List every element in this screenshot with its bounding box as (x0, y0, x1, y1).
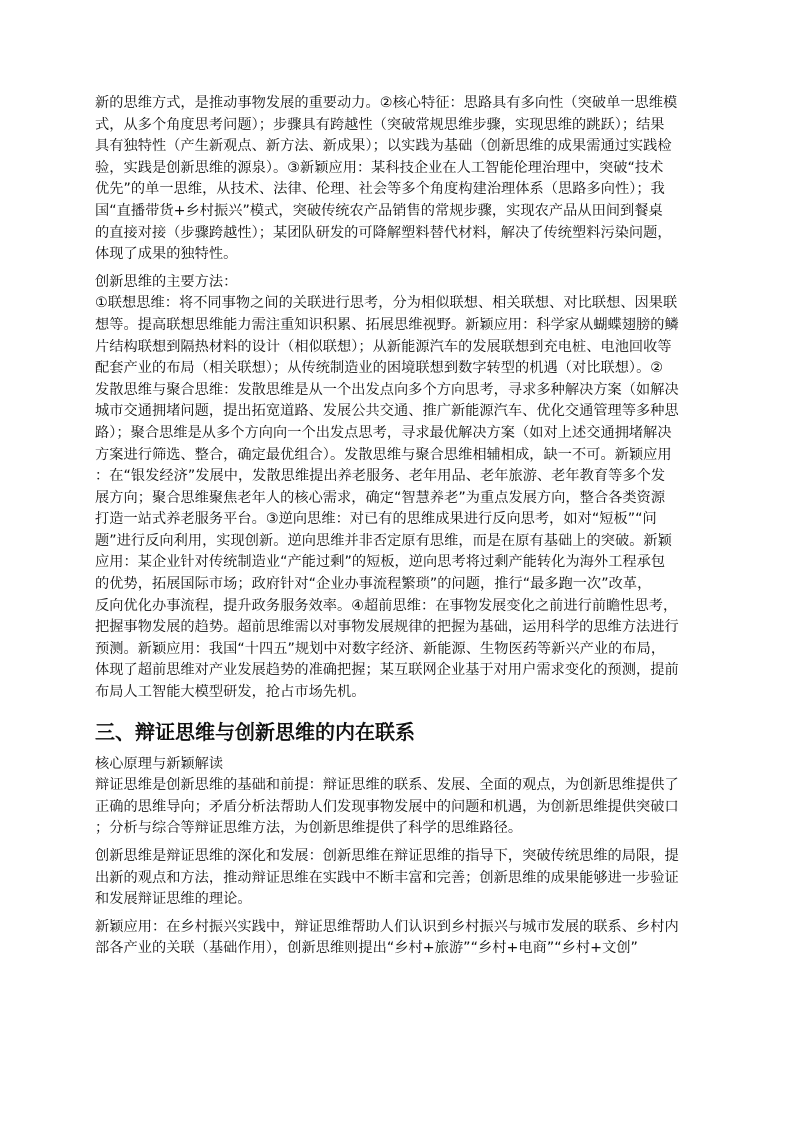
text-line: 配套产业的布局（相关联想）；从传统制造业的困境联想到数字转型的机遇（对比联想）。② (95, 360, 664, 377)
text-line: 的直接对接（步骤跨越性）；某团队研发的可降解塑料替代材料，解决了传统塑料污染问题， (95, 224, 672, 241)
text-line: 路）；聚合思维是从多个方向向一个出发点思考，寻求最优解决方案（如对上述交通拥堵解决 (95, 424, 672, 441)
text-line: 的优势，拓展国际市场；政府针对“企业办事流程繁琐”的问题，推行“最多跑一次”改革， (95, 576, 652, 593)
text-line: 题”进行反向利用，实现创新。逆向思维并非否定原有思维，而是在原有基础上的突破。新颖 (95, 532, 672, 549)
text-line: 正确的思维导向；矛盾分析法帮助人们发现事物发展中的问题和机遇，为创新思维提供突破口 (95, 798, 679, 815)
text-line: ；分析与综合等辩证思维方法，为创新思维提供了科学的思维路径。 (95, 820, 523, 837)
paragraph (95, 754, 701, 840)
text-line: 和发展辩证思维的理论。 (95, 891, 252, 908)
body-text-top (95, 93, 701, 704)
text-line: 创新思维是辩证思维的深化和发展：创新思维在辩证思维的指导下，突破传统思维的局限，提 (95, 848, 679, 864)
text-line: 核心原理与新颖解读 (95, 755, 224, 772)
text-line: 新颖应用：在乡村振兴实践中，辩证思维帮助人们认识到乡村振兴与城市发展的联系、乡村内 (95, 918, 679, 935)
paragraph (95, 846, 701, 911)
text-line: 部各产业的关联（基础作用），创新思维则提出“乡村+旅游”“乡村+电商”“乡村+文创” (95, 940, 638, 957)
text-line: 方案进行筛选、整合，确定最优组合）。发散思维与聚合思维相辅相成，缺一不可。新颖应用 (95, 446, 672, 463)
paragraph (95, 917, 701, 960)
text-line: 片结构联想到隔热材料的设计（相似联想）；从新能源汽车的发展联想到充电桩、电池回收等 (95, 338, 672, 355)
text-line: 式，从多个角度思考问题）；步骤具有跨越性（突破常规思维步骤，实现思维的跳跃）；结果 (95, 116, 665, 133)
text-line: 创新思维的主要方法： (95, 273, 238, 290)
text-line: 国“直播带货+乡村振兴”模式，突破传统农产品销售的常规步骤，实现农产品从田间到餐桌 (95, 202, 663, 219)
text-line: 验，实践是创新思维的源泉）。③新颖应用：某科技企业在人工智能伦理治理中，突破“技术 (95, 159, 664, 176)
text-line: 打造一站式养老服务平台。③逆向思维：对已有的思维成果进行反向思考，如对“短板”“问 (95, 511, 657, 528)
text-line: 预测。新颖应用：我国“十四五”规划中对数字经济、新能源、生物医药等新兴产业的布局， (95, 640, 666, 657)
text-line: 体现了超前思维对产业发展趋势的准确把握；某互联网企业基于对用户需求变化的预测，提前 (95, 662, 679, 679)
text-line: 辩证思维是创新思维的基础和前提：辩证思维的联系、发展、全面的观点，为创新思维提供了 (95, 777, 679, 794)
text-line: 城市交通拥堵问题，提出拓宽道路、发展公共交通、推广新能源汽车、优化交通管理等多种思 (95, 403, 679, 420)
text-line: 具有独特性（产生新观点、新方法、新成果）；以实践为基础（创新思维的成果需通过实践检 (95, 138, 672, 155)
text-line: 展方向；聚合思维聚焦老年人的核心需求，确定“智慧养老”为重点发展方向，整合各类资源 (95, 489, 666, 506)
text-line: 反向优化办事流程，提升政务服务效率。④超前思维：在事物发展变化之前进行前瞻性思考， (95, 597, 678, 614)
text-line: 应用：某企业针对传统制造业“产能过剩”的短板，逆向思考将过剩产能转化为海外工程承包 (95, 554, 666, 571)
text-line: 想等。提高联想思维能力需注重知识积累、拓展思维视野。新颖应用：科学家从蝴蝶翅膀的鳞 (95, 316, 679, 333)
text-line: 把握事物发展的趋势。超前思维需以对事物发展规律的把握为基础，运用科学的思维方法进行 (95, 619, 679, 636)
text-line: 优先”的单一思维，从技术、法律、伦理、社会等多个角度构建治理体系（思路多向性）；我 (95, 181, 665, 198)
paragraph (95, 93, 701, 266)
text-line: ①联想思维：将不同事物之间的关联进行思考，分为相似联想、相关联想、对比联想、因果联 (95, 295, 678, 312)
document-page (95, 93, 701, 966)
text-line: 发散思维与聚合思维：发散思维是从一个出发点向多个方向思考，寻求多种解决方案（如解决 (95, 381, 679, 398)
text-line: 新的思维方式，是推动事物发展的重要动力。②核心特征：思路具有多向性（突破单一思维模 (95, 95, 678, 111)
section-heading: 三、辩证思维与创新思维的内在联系 (95, 719, 415, 744)
text-line: 出新的观点和方法，推动辩证思维在实践中不断丰富和完善；创新思维的成果能够进一步验证 (95, 869, 679, 886)
text-line: 布局人工智能大模型研发，抢占市场先机。 (95, 684, 366, 701)
text-line: ：在“银发经济”发展中，发散思维提出养老服务、老年用品、老年旅游、老年教育等多个发 (95, 468, 666, 485)
paragraph (95, 272, 701, 704)
text-line: 体现了成果的独特性。 (95, 246, 238, 263)
body-text-section (95, 754, 701, 960)
